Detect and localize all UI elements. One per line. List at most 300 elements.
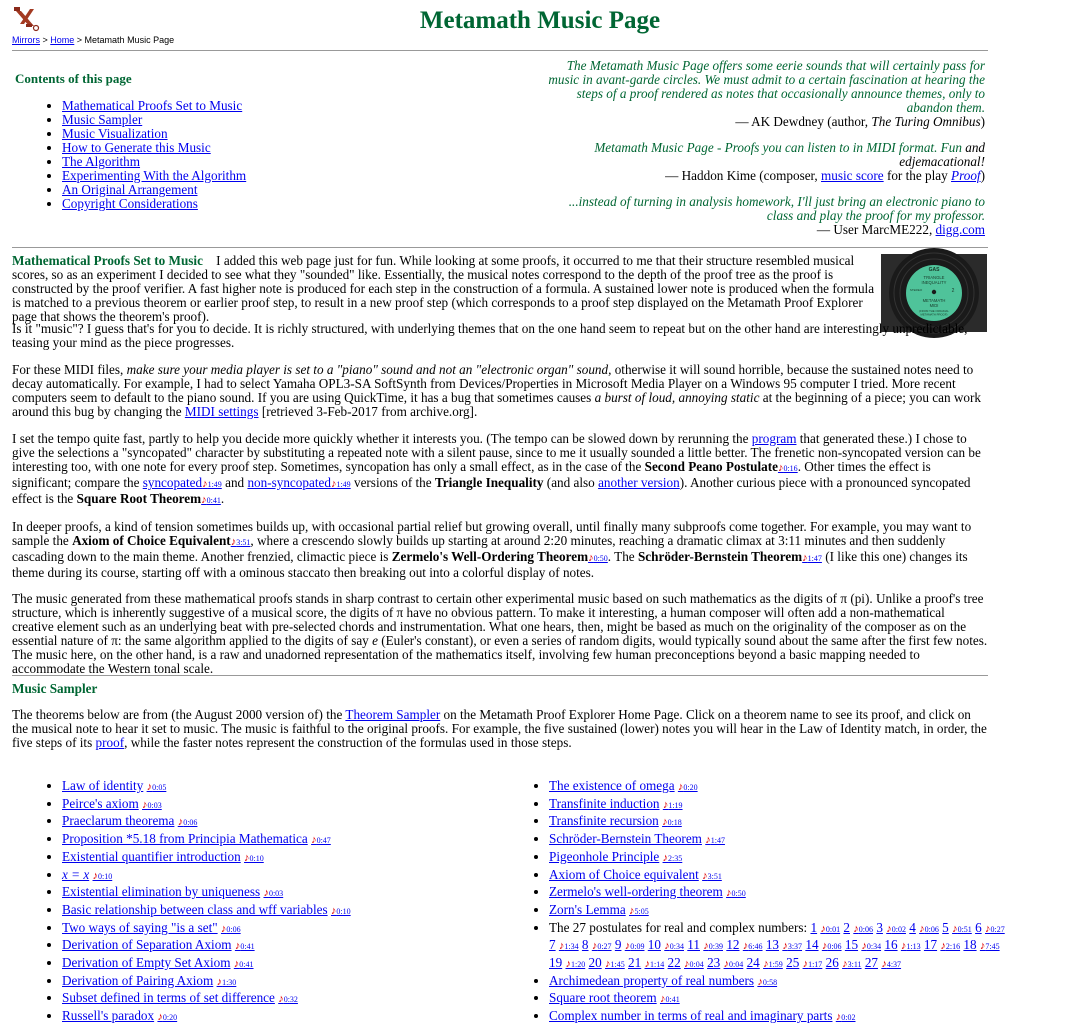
text: on the Metamath Proof Explorer Home Page. Click on a theorem name to see its proof, and click on the musical note to hear it set to music. The music is faithful to the original proofs. For example, the five sustained (lower) notes you will hear in the Law of Identity match, in order, the five steps of its: [12, 707, 987, 750]
postulate-link[interactable]: 4: [909, 919, 916, 935]
theorem-link[interactable]: Derivation of Separation Axiom: [62, 937, 232, 953]
list-item: [549, 849, 1009, 867]
duration: 0:10: [249, 853, 264, 863]
music-note-icon: ♪: [702, 869, 708, 882]
music-note-link[interactable]: [559, 937, 579, 952]
music-note-icon: ♪: [330, 478, 337, 490]
music-note-link[interactable]: [820, 920, 840, 935]
toc-title: Contents of this page: [15, 71, 132, 86]
text: In deeper proofs, a kind of tension sometimes builds up, with occasional partial relief but growing overall, until finally many subproofs come together. For example, you may want to sample the: [12, 519, 972, 548]
postulate-link[interactable]: 1: [810, 919, 818, 935]
list-item: [549, 867, 1009, 885]
list-item-postulates: [549, 920, 1009, 973]
text: (I like this one) changes its theme during its course, starting off with a ominous staccato then breaking out into a colorful display of notes.: [12, 549, 968, 580]
text: (Euler's constant), or even a series of random digits, would typically sound about the same after the first few notes. The music here, on the other hand, is a raw and unadorned representation of the mathematics itself, involving few human preconceptions beyond a basic mapping needed to accommodate the Western tonal scale.: [12, 633, 988, 676]
quote-attribution: — User MarcME222,: [816, 222, 936, 237]
disc-label: (FROM THE ORIGINAL: [919, 309, 949, 313]
postulate-link[interactable]: 5: [942, 919, 949, 935]
music-note-link[interactable]: [881, 955, 901, 970]
quote-text: ...instead of turning in analysis homework, I'll just bring an electronic piano to class and play the proof for my professor.: [568, 194, 985, 223]
quote-text: Metamath Music Page - Proofs you can listen to in MIDI format. Fun: [594, 140, 962, 155]
music-note-link[interactable]: [842, 955, 861, 970]
postulate-link[interactable]: 7: [549, 937, 556, 953]
text: ). Another curious piece with a pronounced syncopated effect is the: [12, 475, 971, 506]
music-note-icon: ♪: [157, 1011, 163, 1024]
music-note-link[interactable]: [147, 778, 167, 793]
music-note-icon: ♪: [802, 552, 808, 564]
text: Schröder-Bernstein Theorem: [637, 549, 803, 564]
music-note-link[interactable]: [592, 937, 612, 952]
music-note-icon: ♪: [802, 958, 809, 971]
disc-label: INEQUALITY: [921, 280, 947, 285]
list-item: [549, 831, 1009, 849]
list-item: [549, 1008, 1009, 1026]
toc-item: [62, 169, 246, 183]
music-note-link[interactable]: [901, 937, 921, 952]
duration: 0:06: [183, 818, 198, 828]
list-item: [549, 796, 1009, 814]
duration: 0:47: [316, 836, 331, 846]
duration: 0:41: [240, 942, 255, 952]
postulate-link[interactable]: 21: [628, 955, 642, 971]
postulate-link[interactable]: 27: [864, 955, 879, 971]
music-note-link[interactable]: [985, 920, 1005, 935]
music-note-icon: ♪: [835, 1011, 842, 1024]
theorem-name: x = x: [62, 866, 90, 882]
toc-item: [62, 155, 246, 169]
music-note-link[interactable]: [836, 1008, 856, 1023]
postulate-link[interactable]: 19: [549, 955, 563, 971]
music-note-icon: ♪: [263, 887, 269, 900]
toc-link[interactable]: Mathematical Proofs Set to Music: [62, 98, 243, 113]
text: . Other times the effect is significant; compare the: [12, 459, 931, 490]
duration: 3:37: [787, 942, 803, 952]
duration: 0:20: [683, 783, 698, 792]
postulate-link[interactable]: 11: [687, 937, 700, 953]
music-note-link[interactable]: [802, 549, 822, 564]
disc-label: TRIANGLE: [923, 275, 945, 280]
music-note-link[interactable]: [605, 955, 625, 970]
theorem-list-left: [30, 778, 522, 1026]
duration: 0:03: [268, 889, 284, 899]
duration: 1:47: [807, 554, 822, 563]
music-note-icon: ♪: [757, 975, 763, 988]
toc-link[interactable]: Music Visualization: [62, 126, 168, 141]
music-note-link[interactable]: [684, 955, 704, 970]
music-note-icon: ♪: [742, 940, 749, 953]
disc-label: 2: [951, 288, 955, 294]
music-note-icon: ♪: [659, 993, 666, 1006]
music-note-icon: ♪: [629, 904, 635, 917]
music-note-icon: ♪: [684, 958, 690, 971]
text: The theorems below are from (the August 2000 version of) the: [12, 707, 346, 722]
music-note-link[interactable]: [202, 475, 222, 490]
postulate-link[interactable]: 25: [786, 955, 800, 971]
postulate-link[interactable]: 14: [805, 937, 819, 953]
music-note-link[interactable]: [331, 902, 351, 917]
theorem-link[interactable]: Existential elimination by uniqueness: [62, 884, 261, 900]
music-note-icon: ♪: [92, 869, 98, 882]
postulate-link[interactable]: 22: [667, 955, 681, 971]
divider: [12, 50, 988, 51]
music-note-icon: ♪: [216, 975, 223, 988]
divider: [12, 247, 988, 248]
disc-label: METAMATH: [922, 298, 946, 303]
music-note-link[interactable]: [952, 920, 972, 935]
toc-link[interactable]: Music Sampler: [62, 112, 143, 127]
quote-attribution: — AK Dewdney (author,: [735, 114, 872, 129]
duration: 3:51: [236, 538, 251, 547]
music-note-link[interactable]: [234, 955, 254, 970]
paragraph: [12, 432, 988, 508]
postulate-link[interactable]: 18: [963, 937, 977, 953]
text: Second Peano Postulate: [644, 459, 778, 474]
section-heading-sampler: Music Sampler: [12, 681, 98, 696]
music-note-link[interactable]: [940, 937, 960, 952]
text: , where a crescendo slowly builds up starting at around 2:20 minutes, reaching a dramatic climax at 3:11 minutes and then suddenly cascading down to the main theme. Another frenzied, climactic piece is: [12, 533, 946, 564]
postulate-link[interactable]: 2: [843, 919, 850, 935]
music-note-link[interactable]: [678, 778, 698, 793]
theorem-link[interactable]: Peirce's axiom: [62, 795, 139, 811]
music-note-icon: ♪: [202, 478, 208, 490]
postulate-link[interactable]: 13: [765, 937, 780, 953]
toc-item: [62, 183, 246, 197]
postulate-link[interactable]: 9: [614, 937, 622, 953]
list-item: [62, 813, 522, 831]
text: Zermelo's Well-Ordering Theorem: [391, 549, 589, 564]
music-note-icon: ♪: [624, 940, 631, 953]
duration: 0:39: [708, 942, 724, 952]
text: make sure your media player is set to a "piano" sound and not an "electronic organ" sound,: [126, 362, 612, 377]
theorem-link[interactable]: Derivation of Pairing Axiom: [62, 972, 214, 988]
theorem-link[interactable]: Pigeonhole Principle: [549, 848, 660, 864]
theorem-link[interactable]: Proposition *5.18 from Principia Mathematica: [62, 831, 308, 847]
music-note-icon: ♪: [662, 816, 668, 829]
postulate-link[interactable]: 17: [923, 937, 938, 953]
non-syncopated-link[interactable]: non-syncopated: [247, 475, 331, 490]
music-note-icon: ♪: [919, 922, 925, 935]
paragraph: [12, 520, 988, 580]
music-note-icon: ♪: [984, 922, 991, 935]
music-note-link[interactable]: [93, 867, 113, 882]
duration: 0:06: [924, 924, 939, 934]
postulate-link[interactable]: 26: [825, 955, 839, 971]
music-note-link[interactable]: [803, 955, 823, 970]
duration: 0:41: [206, 496, 221, 505]
postulate-link[interactable]: 12: [726, 937, 740, 953]
duration: 5:05: [634, 906, 649, 916]
duration: 6:46: [748, 942, 763, 952]
text: and: [221, 475, 248, 490]
theorem-link[interactable]: Archimedean property of real numbers: [549, 972, 755, 988]
music-note-icon: ♪: [278, 993, 284, 1006]
duration: 0:04: [689, 960, 704, 970]
duration: 2:16: [945, 942, 961, 952]
music-note-link[interactable]: [217, 973, 237, 988]
program-link[interactable]: program: [751, 431, 797, 446]
music-note-link[interactable]: [311, 831, 331, 846]
duration: 4:37: [886, 960, 902, 970]
duration: 1:30: [222, 977, 237, 987]
theorem-link[interactable]: Axiom of Choice equivalent: [549, 866, 699, 882]
theorem-link[interactable]: Existential quantifier introduction: [62, 848, 241, 864]
theorem-link[interactable]: Complex number in terms of real and imaginary parts: [549, 1008, 833, 1024]
duration: 1:49: [207, 480, 222, 489]
another-version-link[interactable]: another version: [598, 475, 680, 490]
music-note-icon: ♪: [821, 940, 828, 953]
postulate-link[interactable]: 20: [588, 955, 602, 971]
duration: 0:06: [827, 942, 842, 952]
music-note-icon: ♪: [233, 958, 240, 971]
music-note-link[interactable]: [702, 867, 722, 882]
text: at the beginning of a piece; you can work around this bug by changing the: [12, 390, 981, 419]
duration: 2:35: [668, 853, 683, 863]
text: [retrieved 3-Feb-2017 from archive.org].: [258, 404, 478, 419]
duration: 1:17: [808, 960, 823, 970]
toc-link[interactable]: The Algorithm: [62, 154, 141, 169]
postulate-link[interactable]: 6: [975, 919, 982, 935]
music-note-icon: ♪: [177, 816, 184, 829]
theorem-list-right: [517, 778, 1009, 1026]
toc-link[interactable]: How to Generate this Music: [62, 140, 211, 155]
music-note-icon: ♪: [558, 940, 565, 953]
music-note-link[interactable]: [231, 533, 251, 548]
duration: 0:09: [630, 942, 645, 952]
list-item: [62, 796, 522, 814]
midi-settings-link[interactable]: MIDI settings: [184, 404, 259, 419]
music-note-link[interactable]: [235, 937, 255, 952]
theorem-link[interactable]: Basic relationship between class and wff variables: [62, 901, 328, 917]
toc-item: [62, 113, 246, 127]
list-item: [549, 990, 1009, 1008]
duration: 1:59: [768, 960, 783, 970]
breadcrumb-sep: >: [74, 35, 85, 45]
breadcrumb-current: Metamath Music Page: [84, 35, 175, 45]
proof-play-link[interactable]: [951, 168, 981, 183]
paragraph: Is it "music"? I guess that's for you to decide. It is richly structured, with underlying themes that on the one hand seem to repeat but on the other hand are interestingly unpredictable, teasing your mind as the piece progresses.: [12, 321, 968, 350]
disc-label: MIDI: [929, 303, 939, 308]
theorem-link[interactable]: Subset defined in terms of set difference: [62, 990, 275, 1006]
music-note-link[interactable]: [663, 796, 683, 811]
text: Square Root Theorem: [76, 491, 202, 506]
duration: 0:10: [98, 871, 113, 881]
theorem-sampler-link[interactable]: Theorem Sampler: [345, 707, 441, 722]
quote-attribution-end: ): [980, 114, 985, 129]
list-item: [549, 973, 1009, 991]
music-note-icon: ♪: [662, 798, 669, 811]
breadcrumb-home[interactable]: Home: [50, 35, 75, 45]
play-title: Proof: [951, 168, 981, 183]
duration: 0:18: [667, 818, 682, 828]
music-note-link[interactable]: [629, 902, 649, 917]
postulate-link[interactable]: 24: [746, 955, 760, 971]
text: versions of the: [350, 475, 435, 490]
list-item: [549, 778, 1009, 796]
music-note-link[interactable]: [565, 955, 585, 970]
breadcrumb-sep: >: [40, 35, 51, 45]
music-note-link[interactable]: [919, 920, 939, 935]
music-note-link[interactable]: [645, 955, 665, 970]
theorem-link[interactable]: Two ways of saying "is a set": [62, 919, 218, 935]
duration: 1:45: [610, 960, 625, 970]
toc-link[interactable]: Experimenting With the Algorithm: [62, 168, 247, 183]
disc-label: METAMATH PROOF): [920, 312, 948, 317]
postulate-link[interactable]: 10: [647, 937, 661, 953]
list-item: [62, 973, 522, 991]
list-item: [62, 849, 522, 867]
list-item: [549, 902, 1009, 920]
quote-marc: [545, 195, 985, 237]
proof-link[interactable]: proof: [95, 735, 125, 750]
theorem-link[interactable]: Transfinite recursion: [549, 813, 659, 829]
music-note-icon: ♪: [330, 904, 337, 917]
theorem-link[interactable]: Zorn's Lemma: [549, 901, 626, 917]
text: e: [372, 633, 378, 648]
duration: 0:01: [825, 924, 841, 934]
list-item: [62, 920, 522, 938]
music-score-link[interactable]: music score: [821, 168, 884, 183]
list-item: [62, 884, 522, 902]
music-note-link[interactable]: [782, 937, 802, 952]
music-note-link[interactable]: [201, 491, 221, 506]
music-note-icon: ♪: [726, 887, 732, 900]
music-note-link[interactable]: [142, 796, 162, 811]
music-note-icon: ♪: [644, 958, 651, 971]
duration: 0:27: [597, 942, 612, 952]
list-item: [62, 937, 522, 955]
music-note-link[interactable]: [157, 1008, 177, 1023]
music-note-link[interactable]: [757, 973, 777, 988]
divider: [12, 675, 988, 676]
music-note-link[interactable]: [724, 955, 744, 970]
quote-text-tail: and edjemacational!: [899, 140, 985, 169]
toc-list: [30, 99, 246, 211]
music-note-icon: ♪: [230, 536, 237, 548]
list-item: [549, 813, 1009, 831]
duration: 0:02: [841, 1013, 856, 1023]
duration: 0:03: [147, 800, 162, 810]
music-note-link[interactable]: [625, 937, 645, 952]
duration: 0:16: [783, 464, 798, 473]
theorem-link[interactable]: Russell's paradox: [62, 1008, 155, 1024]
list-item: [62, 955, 522, 973]
music-note-link[interactable]: [763, 955, 783, 970]
music-note-link[interactable]: [664, 937, 684, 952]
text: a burst of loud, annoying static: [594, 390, 760, 405]
toc-link[interactable]: Copyright Considerations: [62, 196, 198, 211]
music-note-link[interactable]: [861, 937, 881, 952]
breadcrumb-mirrors[interactable]: Mirrors: [12, 35, 40, 45]
music-note-icon: ♪: [234, 940, 241, 953]
duration: 1:14: [650, 960, 665, 970]
duration: 0:50: [593, 554, 608, 563]
music-note-link[interactable]: [263, 884, 283, 899]
theorem-link[interactable]: Praeclarum theorema: [62, 813, 175, 829]
duration: 0:05: [152, 783, 167, 792]
music-note-link[interactable]: [980, 937, 1000, 952]
list-item: [549, 884, 1009, 902]
music-note-link[interactable]: [178, 813, 198, 828]
music-note-icon: ♪: [220, 922, 227, 935]
music-note-link[interactable]: [331, 475, 351, 490]
music-note-link[interactable]: [703, 937, 723, 952]
theorem-link[interactable]: Transfinite induction: [549, 795, 660, 811]
toc-link[interactable]: An Original Arrangement: [62, 182, 198, 197]
postulate-link[interactable]: 8: [581, 937, 589, 953]
music-note-link[interactable]: [853, 920, 873, 935]
list-item: [62, 1008, 522, 1026]
quote-kime: [545, 141, 985, 183]
music-note-link[interactable]: [660, 990, 680, 1005]
theorem-link[interactable]: [62, 867, 89, 882]
toc-item: [62, 127, 246, 141]
music-note-link[interactable]: [778, 459, 798, 474]
duration: 0:41: [665, 995, 680, 1005]
quote-attribution-mid: for the play: [883, 168, 952, 183]
postulate-link[interactable]: 16: [884, 937, 898, 953]
music-note-icon: ♪: [244, 851, 250, 864]
postulate-link[interactable]: 23: [707, 955, 721, 971]
postulate-link[interactable]: 3: [876, 919, 883, 935]
postulate-link[interactable]: 15: [844, 937, 859, 953]
theorem-link[interactable]: Derivation of Empty Set Axiom: [62, 955, 231, 971]
music-note-icon: ♪: [763, 958, 769, 971]
theorem-link[interactable]: Schröder-Bernstein Theorem: [549, 831, 702, 847]
duration: 0:27: [990, 924, 1005, 934]
music-note-link[interactable]: [278, 990, 298, 1005]
music-note-link[interactable]: [221, 920, 241, 935]
theorem-link[interactable]: The existence of omega: [549, 778, 675, 793]
quotes: [545, 59, 985, 249]
duration: 7:45: [985, 942, 1000, 952]
music-note-icon: ♪: [664, 940, 670, 953]
music-note-icon: ♪: [979, 940, 986, 953]
quote-text: The Metamath Music Page offers some eerie sounds that will certainly pass for music in avant-garde circles. We must admit to a certain fascination at hearing the steps of a proof rendered as notes that occasionally announce themes, only to abandon them.: [548, 58, 985, 115]
theorem-link[interactable]: Zermelo's well-ordering theorem: [549, 884, 723, 900]
duration: 0:20: [162, 1013, 178, 1023]
intro-paragraph: [12, 254, 878, 324]
music-note-link[interactable]: [886, 920, 906, 935]
digg-link[interactable]: digg.com: [935, 222, 985, 237]
music-note-link[interactable]: [662, 813, 682, 828]
duration: 0:58: [762, 977, 778, 987]
list-item: [62, 990, 522, 1008]
postulates-label: The 27 postulates for real and complex numbers:: [549, 919, 811, 935]
music-note-icon: ♪: [940, 940, 946, 953]
music-note-link[interactable]: [726, 884, 746, 899]
music-note-link[interactable]: [822, 937, 842, 952]
music-note-link[interactable]: [743, 937, 763, 952]
music-note-link[interactable]: [244, 849, 264, 864]
text: (and also: [543, 475, 599, 490]
duration: 1:47: [710, 836, 725, 846]
music-note-link[interactable]: [705, 831, 725, 846]
music-note-icon: ♪: [142, 798, 148, 811]
music-note-icon: ♪: [311, 834, 317, 847]
page-title: Metamath Music Page: [419, 7, 661, 34]
music-note-link[interactable]: [588, 549, 608, 564]
theorem-link[interactable]: Square root theorem: [549, 990, 657, 1006]
quote-attribution-end: ): [980, 168, 985, 183]
duration: 0:34: [866, 942, 882, 952]
theorem-link[interactable]: Law of identity: [62, 778, 144, 793]
duration: 3:51: [707, 871, 722, 881]
music-note-link[interactable]: [663, 849, 683, 864]
music-note-icon: ♪: [146, 781, 153, 793]
music-note-icon: ♪: [588, 552, 594, 564]
music-note-icon: ♪: [782, 940, 788, 953]
syncopated-link[interactable]: syncopated: [142, 475, 203, 490]
